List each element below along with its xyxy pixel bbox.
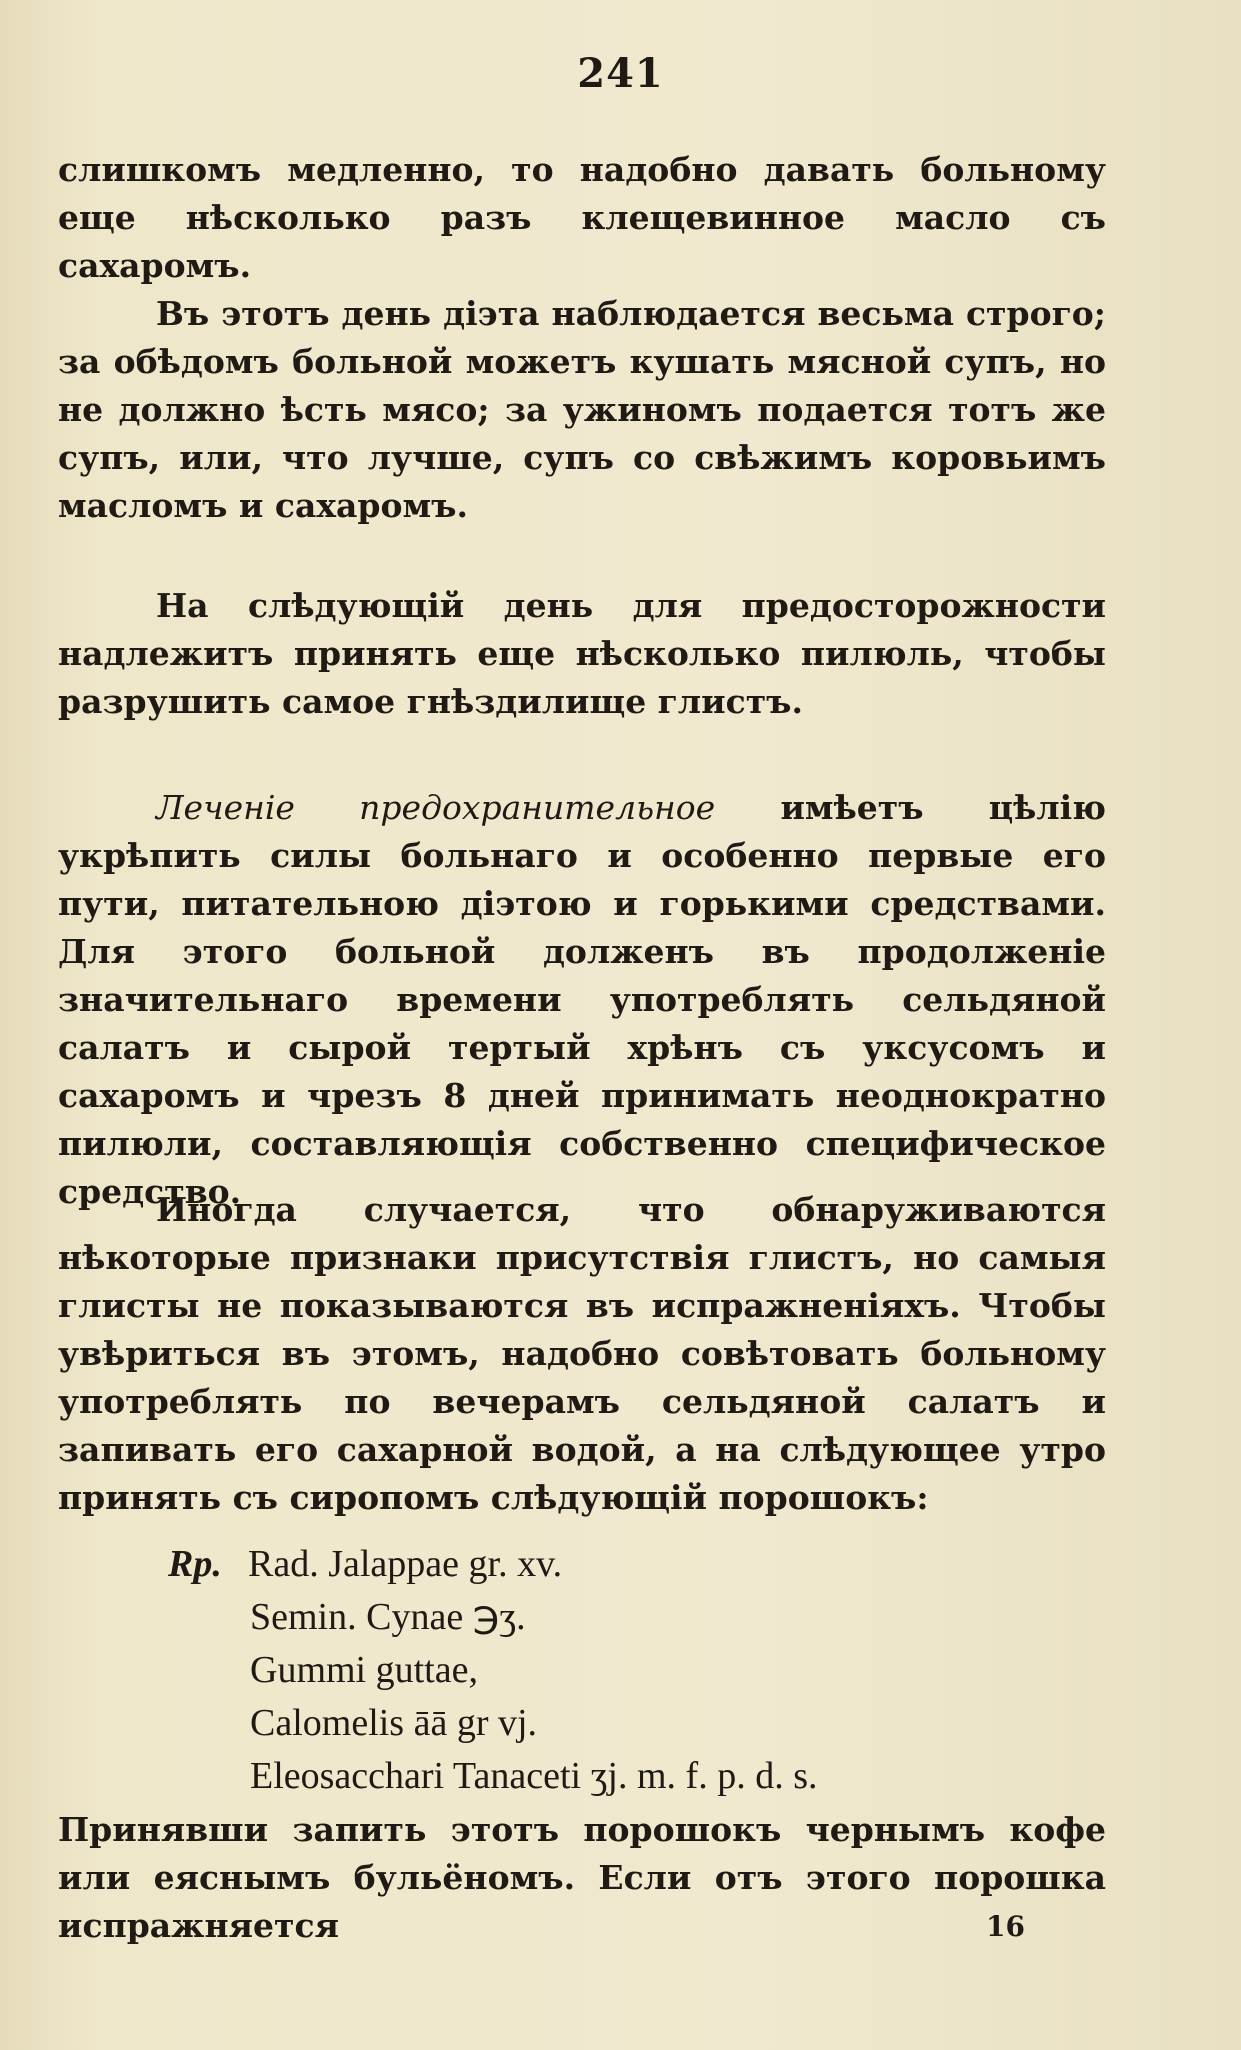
paragraph-6 (58, 1806, 1106, 1950)
paragraph-1 (58, 146, 1106, 290)
paragraph-6-text: Принявши запить этотъ порошокъ чернымъ кофе или еяснымъ бульёномъ. Если отъ этого порошка испражняется (58, 1810, 1106, 1945)
paragraph-4 (58, 784, 1106, 1216)
page-number: 241 (577, 50, 664, 97)
paragraph-4-text: имѣетъ цѣлію укрѣпить силы больнаго и особенно первые его пути, питательною діэтою и горькими средствами. Для этого больной долженъ въ продолженіе значительнаго времени употреблять сельдяной салатъ и сырой тертый хрѣнъ съ уксусомъ и сахаромъ и чрезъ 8 дней принимать неоднократно пилюли, составляющія собственно специфическое средство. (58, 788, 1106, 1211)
paragraph-3 (58, 582, 1106, 726)
paragraph-3-text: На слѣдующій день для предосторожности надлежитъ принять еще нѣсколько пилюль, чтобы разрушить самое гнѣздилище глистъ. (58, 586, 1106, 721)
paragraph-4-italic-lead: Леченіе предохранительное (156, 788, 716, 827)
prescription-line-3: Gummi guttae, (250, 1649, 478, 1691)
prescription-line-2: Semin. Cynae ℈ʒ. (250, 1596, 526, 1638)
paragraph-2 (58, 290, 1106, 530)
signature-mark: 16 (986, 1910, 1025, 1943)
prescription-line-1-text: Rad. Jalappae gr. xv. (248, 1543, 563, 1585)
paragraph-1-text: слишкомъ медленно, то надобно давать больному еще нѣсколько разъ клещевинное масло съ сахаромъ. (58, 150, 1106, 285)
paragraph-5-text: Иногда случается, что обнаруживаются нѣкоторые признаки присутствія глистъ, но самыя глисты не показываются въ испражненіяхъ. Чтобы увѣриться въ этомъ, надобно совѣтовать больному употреблять по вечерамъ сельдяной салатъ и запивать его сахарной водой, а на слѣдующее утро принять съ сиропомъ слѣдующій порошокъ: (58, 1190, 1106, 1517)
prescription-line-1 (168, 1538, 1108, 1591)
paragraph-5 (58, 1186, 1106, 1522)
prescription (168, 1538, 1108, 1803)
rp-mark: Rp. (168, 1543, 222, 1585)
prescription-line-4: Calomelis āā gr vj. (250, 1702, 538, 1744)
prescription-line-5: Eleosacchari Tanaceti ʒj. m. f. p. d. s. (250, 1755, 818, 1797)
paragraph-2-text: Въ этотъ день діэта наблюдается весьма строго; за обѣдомъ больной можетъ кушать мясной супъ, но не должно ѣсть мясо; за ужиномъ подается тотъ же супъ, или, что лучше, супъ со свѣжимъ коровьимъ масломъ и сахаромъ. (58, 294, 1106, 525)
